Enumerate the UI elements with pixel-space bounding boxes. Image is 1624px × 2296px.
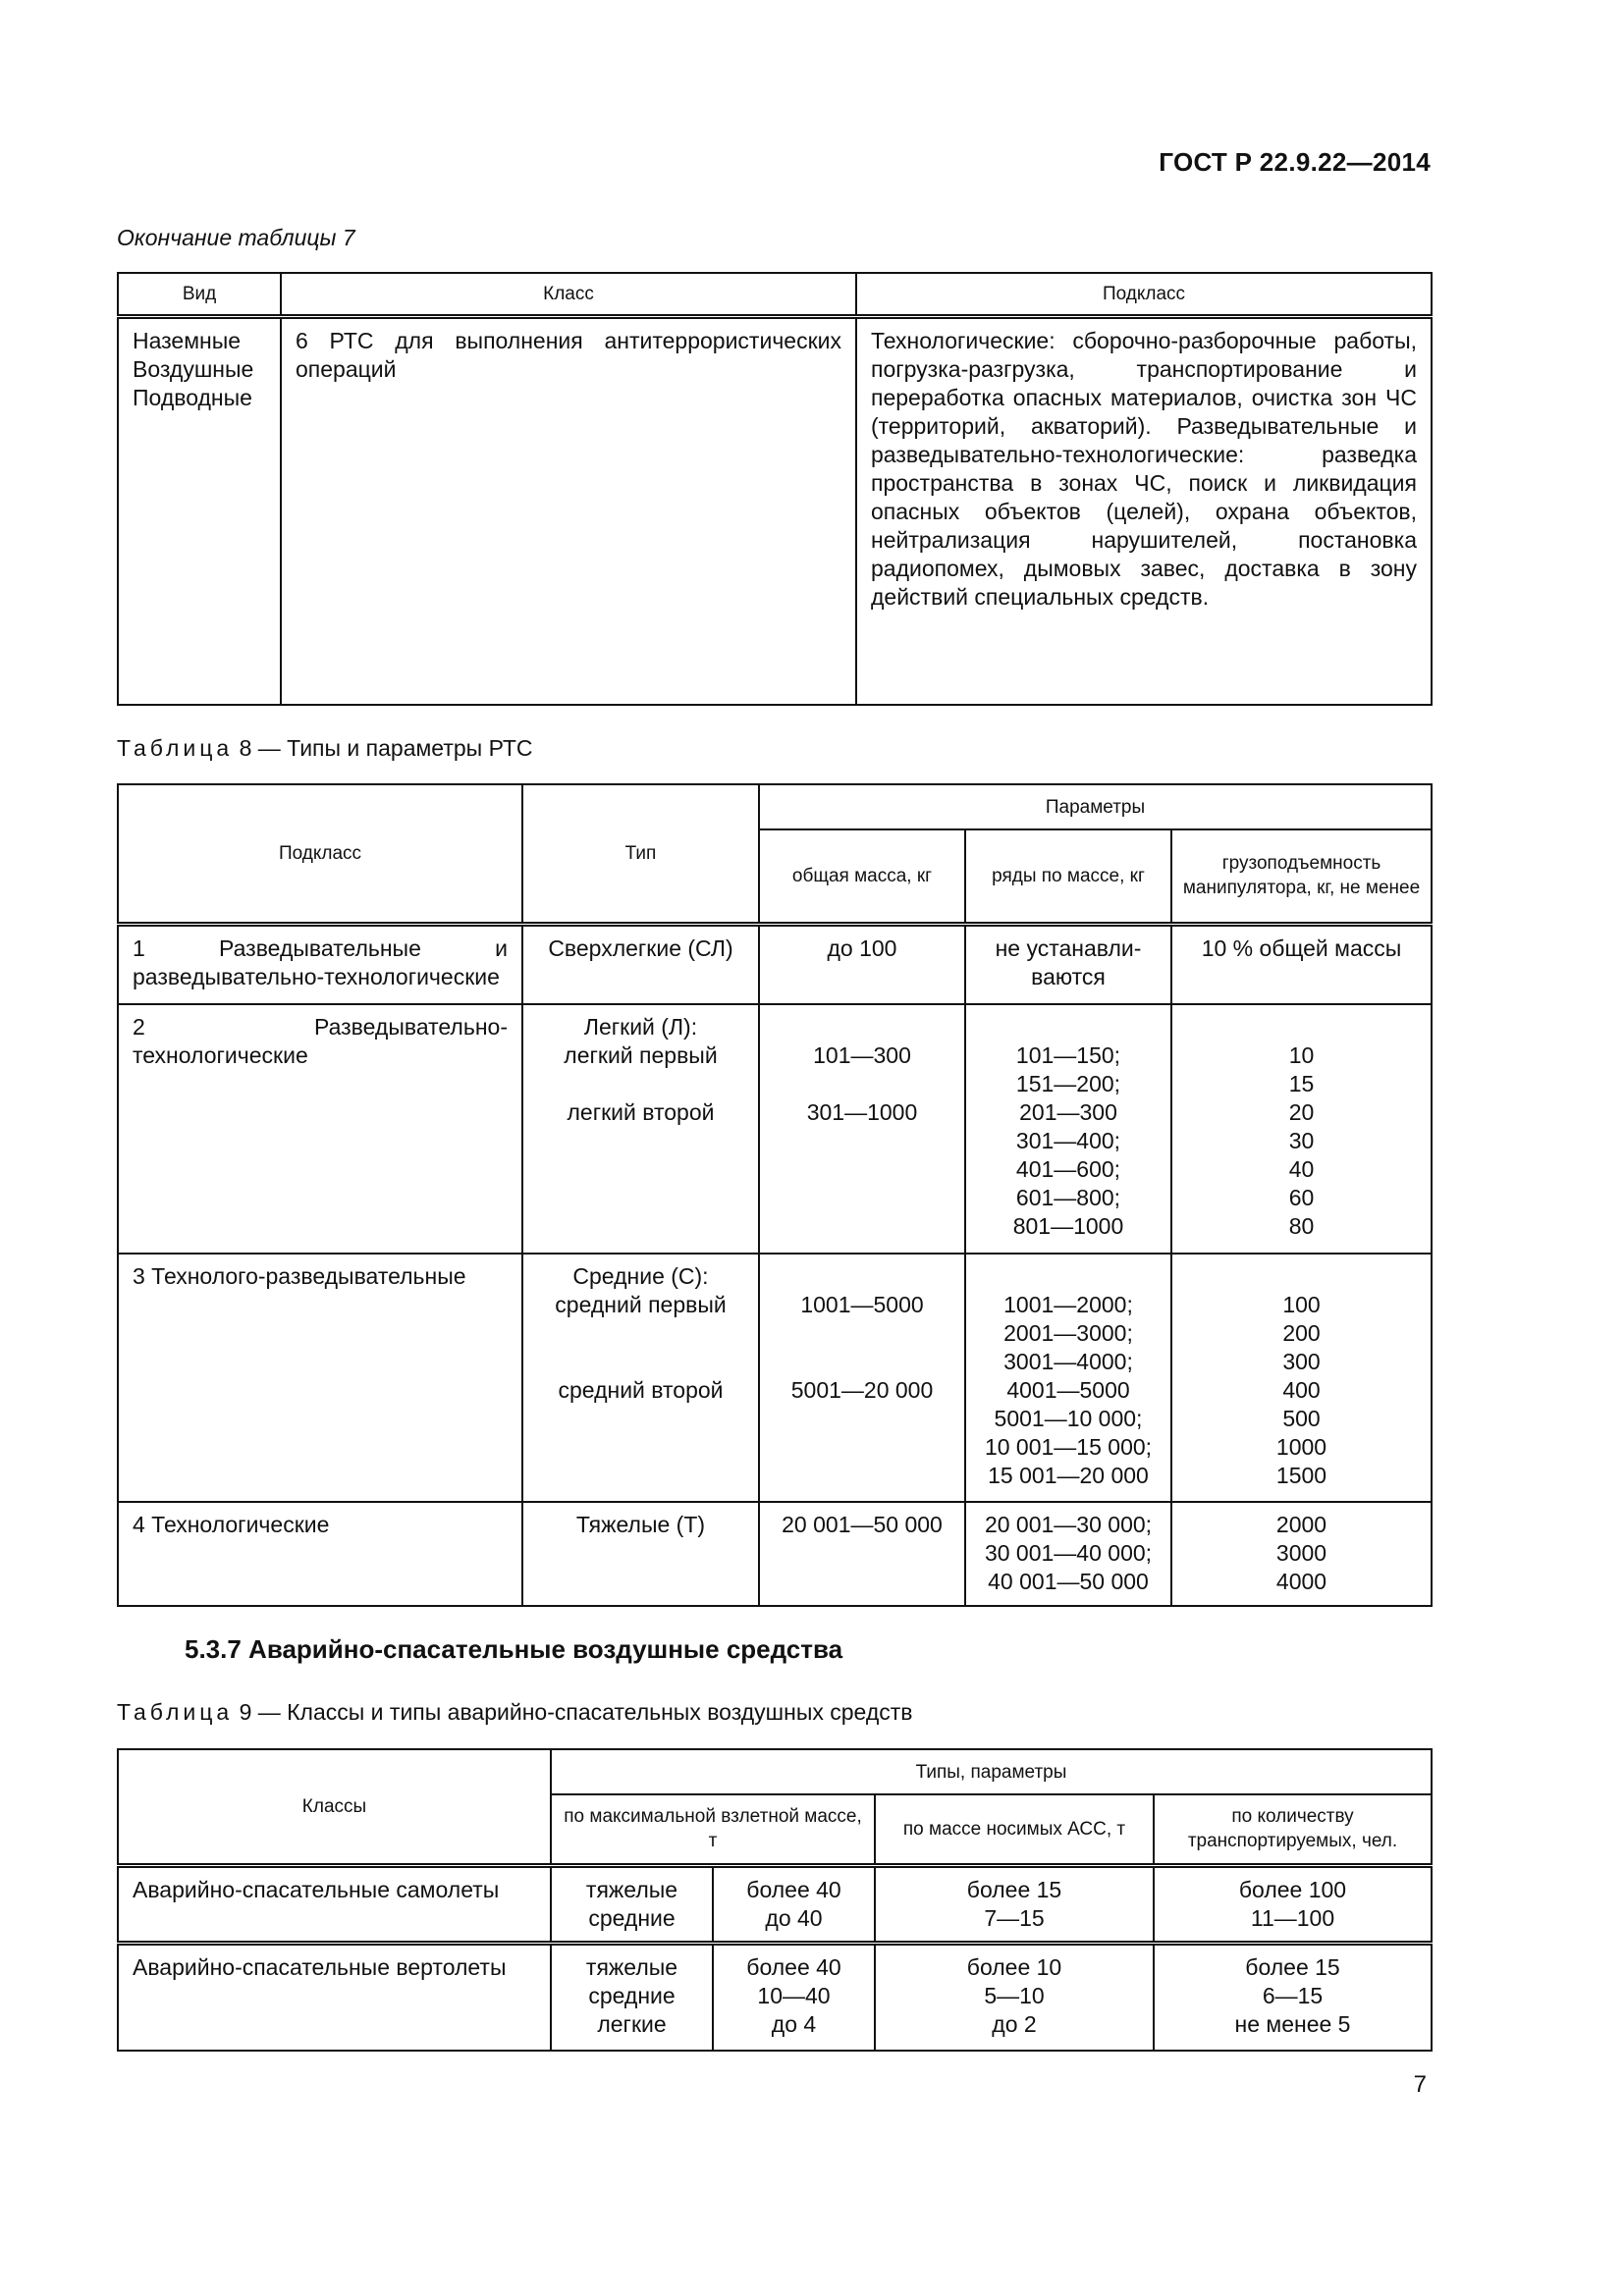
table9-cell-klass: Аварийно-спасательные вертолеты bbox=[118, 1943, 551, 2051]
table8-payload-line: 30 bbox=[1288, 1128, 1315, 1153]
table-row bbox=[118, 316, 1432, 705]
table8-payload-line: 500 bbox=[1282, 1406, 1321, 1431]
table8-mass-line: 20 001—50 000 bbox=[782, 1512, 943, 1537]
table9-header-ass-mass: по массе носимых АСС, т bbox=[875, 1794, 1154, 1865]
table8-payload-line: 15 bbox=[1288, 1071, 1315, 1096]
table-row bbox=[118, 1502, 1432, 1606]
table7-header-podklass: Подкласс bbox=[856, 273, 1432, 316]
table9-mass-line: до 40 bbox=[765, 1904, 823, 1931]
table9-type-line: тяжелые bbox=[585, 1876, 678, 1902]
table8-payload-line: 4000 bbox=[1275, 1569, 1327, 1594]
table9-cell-people bbox=[1154, 1943, 1432, 2051]
table8-tip-line: легкий второй bbox=[567, 1099, 715, 1125]
table8-header-mass: общая масса, кг bbox=[759, 829, 965, 924]
table8-tip-line: легкий первый bbox=[564, 1042, 718, 1068]
table9-type-line: легкие bbox=[597, 2010, 667, 2037]
table8 bbox=[117, 783, 1433, 1607]
table8-rows-mass-line: 40 001—50 000 bbox=[988, 1569, 1149, 1594]
table8-payload-line: 80 bbox=[1288, 1213, 1315, 1239]
table8-rows-mass-line: 201—300 bbox=[1019, 1099, 1117, 1125]
table8-tip-line: Тяжелые (Т) bbox=[575, 1512, 706, 1537]
table-row bbox=[118, 1865, 1432, 1943]
table8-payload-line: 1000 bbox=[1275, 1434, 1327, 1460]
table8-rows-mass-line: 30 001—40 000; bbox=[984, 1540, 1153, 1566]
table8-cell-payload bbox=[1171, 924, 1432, 1004]
table8-rows-mass-line: 101—150; bbox=[1015, 1042, 1121, 1068]
table8-tip-line: Средние (С): bbox=[572, 1263, 709, 1289]
table8-rows-mass-line: 301—400; bbox=[1015, 1128, 1121, 1153]
table8-rows-mass-line: 801—1000 bbox=[1012, 1213, 1124, 1239]
table8-cell-mass bbox=[759, 1502, 965, 1606]
table9-caption bbox=[117, 1699, 913, 1726]
table9 bbox=[117, 1748, 1433, 2052]
table8-payload-line: 10 bbox=[1288, 1042, 1315, 1068]
section-heading: 5.3.7 Аварийно-спасательные воздушные средства bbox=[185, 1634, 843, 1664]
table-row bbox=[118, 1254, 1432, 1502]
table8-cell-rows-mass bbox=[965, 1254, 1171, 1502]
table8-tip-line: средний второй bbox=[558, 1377, 724, 1403]
table9-ass-line: до 2 bbox=[992, 2010, 1037, 2037]
table9-mass-line: более 40 bbox=[746, 1953, 841, 1980]
table7-caption: Окончание таблицы 7 bbox=[117, 225, 355, 250]
table9-cell-klass: Аварийно-спасательные самолеты bbox=[118, 1865, 551, 1943]
table8-payload-line: 100 bbox=[1282, 1292, 1321, 1317]
table7-cell-podklass: Технологические: сборочно-разборочные работы, погрузка-разгрузка, транспортирование и переработка опасных материалов, очистка зон ЧС (территорий, акваторий). Разведывательные и разведывательно-технологические: разведка пространства в зонах ЧС, поиск и ликвидация опасных объектов (целей), охрана объектов, нейтрализация нарушителей, постановка радиопомех, дымовых завес, доставка в зону действий специальных средств. bbox=[856, 316, 1432, 705]
table8-cell-payload bbox=[1171, 1502, 1432, 1606]
table8-rows-mass-line: 4001—5000 bbox=[1006, 1377, 1130, 1403]
table8-cell-mass bbox=[759, 1004, 965, 1254]
table8-rows-mass-line: не устанавли- bbox=[995, 934, 1142, 961]
table8-cell-mass bbox=[759, 1254, 965, 1502]
table8-payload-line: 200 bbox=[1282, 1320, 1321, 1346]
table8-payload-line: 60 bbox=[1288, 1185, 1315, 1210]
table8-cell-podklass: 2 Разведывательно-технологические bbox=[118, 1004, 522, 1254]
document-code: ГОСТ Р 22.9.22—2014 bbox=[1159, 147, 1431, 177]
table8-header-payload: грузоподъемность манипулятора, кг, не менее bbox=[1171, 829, 1432, 924]
table7 bbox=[117, 272, 1433, 706]
table9-cell-type bbox=[551, 1865, 713, 1943]
table9-cell-people bbox=[1154, 1865, 1432, 1943]
table8-mass-line: 101—300 bbox=[813, 1042, 911, 1068]
table8-rows-mass-line: 401—600; bbox=[1015, 1156, 1121, 1182]
table9-header-people: по количеству транспортируемых, чел. bbox=[1154, 1794, 1432, 1865]
table9-type-line: средние bbox=[588, 1904, 676, 1931]
table8-payload-line: 40 bbox=[1288, 1156, 1315, 1182]
table9-people-line: не менее 5 bbox=[1234, 2010, 1351, 2037]
table-row bbox=[118, 1943, 1432, 2051]
table9-cell-mass bbox=[713, 1943, 875, 2051]
table8-tip-line: средний первый bbox=[555, 1292, 727, 1317]
table8-rows-mass-line: 10 001—15 000; bbox=[984, 1434, 1153, 1460]
table8-header-parametry: Параметры bbox=[759, 784, 1432, 829]
table9-mass-line: 10—40 bbox=[757, 1982, 831, 2008]
table8-cell-rows-mass bbox=[965, 924, 1171, 1004]
table9-mass-line: до 4 bbox=[771, 2010, 817, 2037]
table8-cell-mass bbox=[759, 924, 965, 1004]
table8-tip-line: Легкий (Л): bbox=[583, 1014, 698, 1040]
table9-cell-ass bbox=[875, 1865, 1154, 1943]
table8-rows-mass-line: 3001—4000; bbox=[1003, 1349, 1133, 1374]
table8-payload-line: 1500 bbox=[1275, 1463, 1327, 1488]
table8-rows-mass-line: 5001—10 000; bbox=[994, 1406, 1143, 1431]
table8-rows-mass-line: 15 001—20 000 bbox=[988, 1463, 1149, 1488]
table7-header-vid: Вид bbox=[118, 273, 281, 316]
table8-cell-podklass: 4 Технологические bbox=[118, 1502, 522, 1606]
table9-cell-ass bbox=[875, 1943, 1154, 2051]
table9-people-line: 11—100 bbox=[1250, 1904, 1335, 1931]
table9-header-max-mass: по максимальной взлетной массе, т bbox=[551, 1794, 875, 1865]
table9-caption-text: 9 — Классы и типы аварийно-спасательных воздушных средств bbox=[239, 1699, 913, 1725]
table8-caption bbox=[117, 735, 533, 762]
table8-payload-line: 300 bbox=[1282, 1349, 1321, 1374]
table8-cell-payload bbox=[1171, 1254, 1432, 1502]
table8-mass-line: 301—1000 bbox=[806, 1099, 918, 1125]
table8-cell-tip bbox=[522, 1254, 759, 1502]
table8-cell-tip bbox=[522, 1004, 759, 1254]
table8-rows-mass-line: 1001—2000; bbox=[1003, 1292, 1133, 1317]
table7-vid-line: Воздушные bbox=[133, 355, 254, 382]
table9-header-tipy: Типы, параметры bbox=[551, 1749, 1432, 1794]
table8-payload-line: 10 % общей массы bbox=[1201, 934, 1402, 961]
table8-header-tip: Тип bbox=[522, 784, 759, 924]
table-row bbox=[118, 924, 1432, 1004]
table8-rows-mass-line: 151—200; bbox=[1015, 1071, 1121, 1096]
table-row bbox=[118, 1004, 1432, 1254]
table8-rows-mass-line: 2001—3000; bbox=[1003, 1320, 1133, 1346]
table8-caption-text: 8 — Типы и параметры РТС bbox=[239, 735, 533, 761]
table8-rows-mass-line: 20 001—30 000; bbox=[984, 1512, 1153, 1537]
table9-people-line: более 100 bbox=[1238, 1876, 1347, 1902]
table9-caption-label: Таблица bbox=[117, 1699, 234, 1725]
table8-cell-payload bbox=[1171, 1004, 1432, 1254]
table9-type-line: тяжелые bbox=[585, 1953, 678, 1980]
table9-cell-mass bbox=[713, 1865, 875, 1943]
table8-mass-line: 1001—5000 bbox=[800, 1292, 924, 1317]
table7-vid-line: Подводные bbox=[133, 384, 252, 410]
table8-rows-mass-line: ваются bbox=[1031, 963, 1106, 989]
table8-mass-line: до 100 bbox=[827, 934, 897, 961]
table8-rows-mass-line: 601—800; bbox=[1015, 1185, 1121, 1210]
page-number: 7 bbox=[1413, 2071, 1427, 2098]
table8-cell-podklass: 1 Разведывательные и разведывательно-технологические bbox=[118, 924, 522, 1004]
table8-header-podklass: Подкласс bbox=[118, 784, 522, 924]
table8-cell-rows-mass bbox=[965, 1004, 1171, 1254]
table8-cell-podklass: 3 Технолого-разведывательные bbox=[118, 1254, 522, 1502]
table8-payload-line: 2000 bbox=[1275, 1512, 1327, 1537]
table7-cell-vid bbox=[118, 316, 281, 705]
table7-vid-line: Наземные bbox=[133, 327, 242, 353]
table8-caption-label: Таблица bbox=[117, 735, 234, 761]
table9-people-line: 6—15 bbox=[1262, 1982, 1324, 2008]
table8-cell-tip bbox=[522, 1502, 759, 1606]
table8-cell-rows-mass bbox=[965, 1502, 1171, 1606]
table8-tip-line: Сверхлегкие (СЛ) bbox=[548, 934, 733, 961]
table9-ass-line: более 10 bbox=[966, 1953, 1062, 1980]
table7-cell-klass: 6 РТС для выполнения антитеррористических операций bbox=[281, 316, 856, 705]
table9-header-klassy: Классы bbox=[118, 1749, 551, 1865]
table8-mass-line: 5001—20 000 bbox=[790, 1377, 934, 1403]
table8-payload-line: 20 bbox=[1288, 1099, 1315, 1125]
table9-ass-line: 5—10 bbox=[984, 1982, 1045, 2008]
table7-header-klass: Класс bbox=[281, 273, 856, 316]
table9-cell-type bbox=[551, 1943, 713, 2051]
table9-type-line: средние bbox=[588, 1982, 676, 2008]
table8-payload-line: 3000 bbox=[1275, 1540, 1327, 1566]
table8-payload-line: 400 bbox=[1282, 1377, 1321, 1403]
table9-people-line: более 15 bbox=[1245, 1953, 1340, 1980]
table9-ass-line: более 15 bbox=[966, 1876, 1062, 1902]
table9-mass-line: более 40 bbox=[746, 1876, 841, 1902]
table8-cell-tip bbox=[522, 924, 759, 1004]
table8-header-rows-mass: ряды по массе, кг bbox=[965, 829, 1171, 924]
table9-ass-line: 7—15 bbox=[984, 1904, 1045, 1931]
